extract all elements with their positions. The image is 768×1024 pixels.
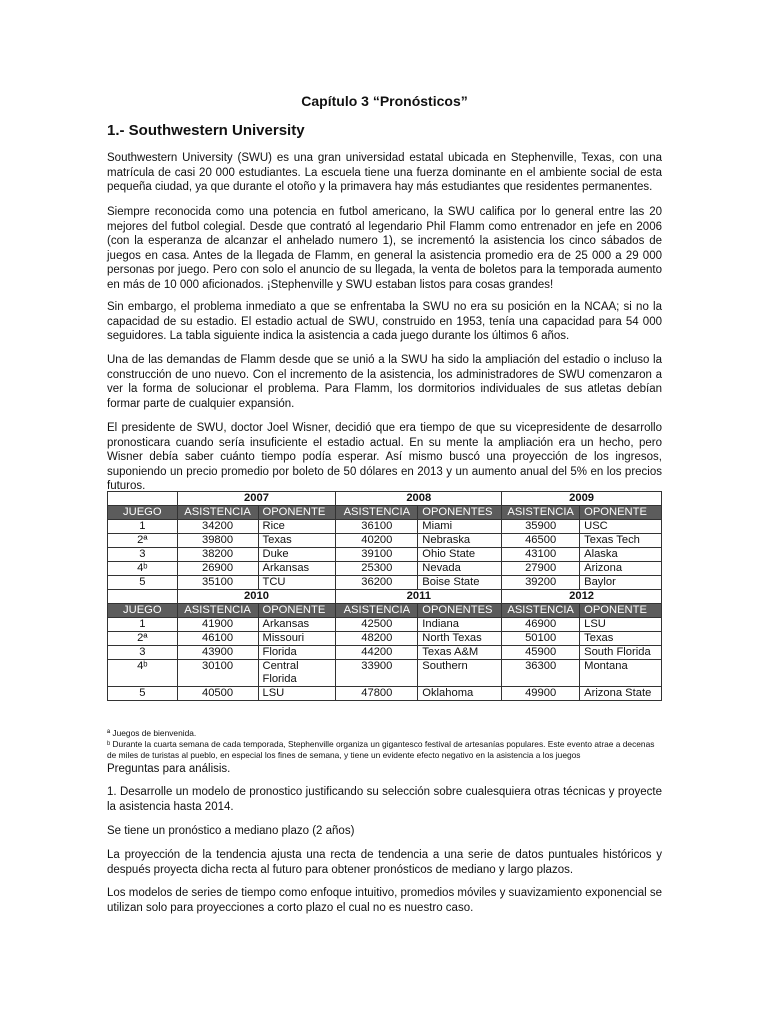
column-header-cell: OPONENTE <box>258 604 336 618</box>
column-header-cell: OPONENTES <box>418 604 502 618</box>
year-header-cell: 2009 <box>502 492 662 506</box>
table-cell: LSU <box>258 687 336 701</box>
table-cell: 4ᵇ <box>108 562 178 576</box>
table-cell: Arizona State <box>580 687 662 701</box>
year-corner-cell <box>108 590 178 604</box>
table-cell: 49900 <box>502 687 580 701</box>
column-header-cell: OPONENTE <box>580 604 662 618</box>
column-header-cell: ASISTENCIA <box>177 506 258 520</box>
table-row <box>108 632 662 646</box>
table-cell: 27900 <box>502 562 580 576</box>
table-cell: TCU <box>258 576 336 590</box>
table-row <box>108 576 662 590</box>
table-cell: Miami <box>418 520 502 534</box>
table-cell: 40500 <box>177 687 258 701</box>
paragraph-6: Se tiene un pronóstico a mediano plazo (2 años) <box>107 825 355 837</box>
table-cell: Texas <box>258 534 336 548</box>
chapter-title: Capítulo 3 “Pronósticos” <box>301 93 468 109</box>
table-cell: 46500 <box>502 534 580 548</box>
question-1: 1. Desarrolle un modelo de pronostico justificando su selección sobre cualesquiera otras técnicas y proyecte la asistencia hasta 2014. <box>107 786 662 813</box>
table-cell: Missouri <box>258 632 336 646</box>
table-cell: 2ª <box>108 534 178 548</box>
column-header-row <box>108 506 662 520</box>
table-cell: 5 <box>108 576 178 590</box>
table-row <box>108 618 662 632</box>
table-cell: 43100 <box>502 548 580 562</box>
table-cell: 39100 <box>336 548 418 562</box>
year-header-cell: 2011 <box>336 590 502 604</box>
table-cell: 40200 <box>336 534 418 548</box>
table-cell: 47800 <box>336 687 418 701</box>
table-cell: 43900 <box>177 646 258 660</box>
table-cell: 50100 <box>502 632 580 646</box>
column-header-cell: JUEGO <box>108 506 178 520</box>
table-cell: 38200 <box>177 548 258 562</box>
table-cell: 25300 <box>336 562 418 576</box>
paragraph-4: Una de las demandas de Flamm desde que se unió a la SWU ha sido la ampliación del estadio o incluso la construcción de uno nuevo. Con el incremento de la asistencia, los administradores de SWU comenzaron a ver la forma de solucionar el problema. Para Flamm, los dormitorios individuales de sus atletas debían formar parte de cualquier expansión. <box>107 354 662 410</box>
table-cell: 36300 <box>502 660 580 687</box>
table-cell: Ohio State <box>418 548 502 562</box>
table-cell: USC <box>580 520 662 534</box>
table-cell: LSU <box>580 618 662 632</box>
table-cell: 39800 <box>177 534 258 548</box>
table-cell: 36200 <box>336 576 418 590</box>
table-cell: 33900 <box>336 660 418 687</box>
questions-heading: Preguntas para análisis. <box>107 763 231 775</box>
table-cell: 42500 <box>336 618 418 632</box>
table-cell: 44200 <box>336 646 418 660</box>
table-cell: 39200 <box>502 576 580 590</box>
table-cell: Boise State <box>418 576 502 590</box>
column-header-cell: ASISTENCIA <box>177 604 258 618</box>
table-cell: 34200 <box>177 520 258 534</box>
table-row <box>108 646 662 660</box>
table-row <box>108 687 662 701</box>
year-header-cell: 2007 <box>177 492 336 506</box>
table-cell: 45900 <box>502 646 580 660</box>
table-cell: Rice <box>258 520 336 534</box>
table-cell: Texas A&M <box>418 646 502 660</box>
table-cell: 26900 <box>177 562 258 576</box>
year-header-cell: 2010 <box>177 590 336 604</box>
column-header-cell: ASISTENCIA <box>336 604 418 618</box>
table-cell: 5 <box>108 687 178 701</box>
table-row <box>108 660 662 687</box>
table-cell: Montana <box>580 660 662 687</box>
year-corner-cell <box>108 492 178 506</box>
table-cell: 3 <box>108 646 178 660</box>
column-header-cell: OPONENTE <box>258 506 336 520</box>
paragraph-3: Sin embargo, el problema inmediato a que se enfrentaba la SWU no era su posición en la NCAA; si no la capacidad de su estadio. El estadio actual de SWU, construido en 1953, tenía una capacidad para 54 000 seguidores. La tabla siguiente indica la asistencia a cada juego durante los últimos 6 años. <box>107 301 662 343</box>
table-cell: Florida <box>258 646 336 660</box>
table-cell: Arkansas <box>258 618 336 632</box>
table-cell: Baylor <box>580 576 662 590</box>
table-cell: Alaska <box>580 548 662 562</box>
paragraph-1: Southwestern University (SWU) es una gran universidad estatal ubicada en Stephenville, Texas, con una matrícula de casi 20 000 estudiantes. La escuela tiene una fuerza dominante en el ambiente social de esta pequeña ciudad, ya que durante el otoño y la primavera hay más estudiantes que residentes permanentes. <box>107 152 662 194</box>
table-cell: Indiana <box>418 618 502 632</box>
table-cell: 35100 <box>177 576 258 590</box>
table-cell: 1 <box>108 618 178 632</box>
table-row <box>108 520 662 534</box>
paragraph-7: La proyección de la tendencia ajusta una recta de tendencia a una serie de datos puntuales históricos y después proyecta dicha recta al futuro para obtener pronósticos de mediano y largo plazos. <box>107 849 662 876</box>
table-cell: Texas <box>580 632 662 646</box>
table-cell: Southern <box>418 660 502 687</box>
table-cell: 35900 <box>502 520 580 534</box>
column-header-cell: ASISTENCIA <box>502 506 580 520</box>
attendance-table <box>107 491 662 701</box>
table-cell: 4ᵇ <box>108 660 178 687</box>
table-cell: 48200 <box>336 632 418 646</box>
table-cell: Arkansas <box>258 562 336 576</box>
table-cell: 30100 <box>177 660 258 687</box>
column-header-row <box>108 604 662 618</box>
paragraph-5: El presidente de SWU, doctor Joel Wisner, decidió que era tiempo de que su vicepresidente de desarrollo pronosticara cuando sería insuficiente el estadio actual. En su mente la ampliación era un hecho, pero Wisner debía saber cuánto tiempo podía esperar. Así mismo buscó una proyección de los ingresos, suponiendo un precio promedio por boleto de 50 dólares en 2013 y un aumento anual del 5% en los precios futuros. <box>107 422 662 493</box>
table-row <box>108 548 662 562</box>
year-header-cell: 2008 <box>336 492 502 506</box>
table-cell: Oklahoma <box>418 687 502 701</box>
column-header-cell: JUEGO <box>108 604 178 618</box>
table-cell: Texas Tech <box>580 534 662 548</box>
table-cell: Nevada <box>418 562 502 576</box>
table-cell: Nebraska <box>418 534 502 548</box>
section-heading: 1.- Southwestern University <box>107 122 305 139</box>
table-cell: 46900 <box>502 618 580 632</box>
year-header-cell: 2012 <box>502 590 662 604</box>
table-row <box>108 562 662 576</box>
table-cell: 2ª <box>108 632 178 646</box>
column-header-cell: OPONENTES <box>418 506 502 520</box>
year-row <box>108 492 662 506</box>
table-cell: 1 <box>108 520 178 534</box>
table-row <box>108 534 662 548</box>
table-cell: Central Florida <box>258 660 336 687</box>
table-cell: North Texas <box>418 632 502 646</box>
paragraph-2: Siempre reconocida como una potencia en futbol americano, la SWU califica por lo general entre las 20 mejores del futbol colegial. Desde que contrató al legendario Phil Flamm como entrenador en jefe en 2006 (con la esperanza de alcanzar el anhelado numero 1), se incrementó la asistencia los cinco sábados de juegos en casa. Antes de la llegada de Flamm, en general la asistencia promedio era de 25 000 a 29 000 personas por juego. Pero con solo el anuncio de su llegada, la venta de boletos para la temporada aumento en más de 10 000 aficionados. ¡Stephenville y SWU estaban listos para cosas grandes! <box>107 206 662 291</box>
table-cell: Arizona <box>580 562 662 576</box>
paragraph-8: Los modelos de series de tiempo como enfoque intuitivo, promedios móviles y suavizamiento exponencial se utilizan solo para proyecciones a corto plazo el cual no es nuestro caso. <box>107 887 662 914</box>
column-header-cell: ASISTENCIA <box>336 506 418 520</box>
table-cell: 41900 <box>177 618 258 632</box>
footnote-b: ᵇ Durante la cuarta semana de cada temporada, Stephenville organiza un gigantesco festival de artesanías populares. Este evento atrae a decenas de miles de turistas al pueblo, en especial los fines de semana, y tiene un evidente efecto negativo en la asistencia a los juegos <box>107 739 655 760</box>
table-cell: 36100 <box>336 520 418 534</box>
table-cell: Duke <box>258 548 336 562</box>
table-cell: South Florida <box>580 646 662 660</box>
column-header-cell: ASISTENCIA <box>502 604 580 618</box>
table-cell: 3 <box>108 548 178 562</box>
column-header-cell: OPONENTE <box>580 506 662 520</box>
footnote-a: ª Juegos de bienvenida. <box>107 728 197 738</box>
year-row <box>108 590 662 604</box>
table-cell: 46100 <box>177 632 258 646</box>
